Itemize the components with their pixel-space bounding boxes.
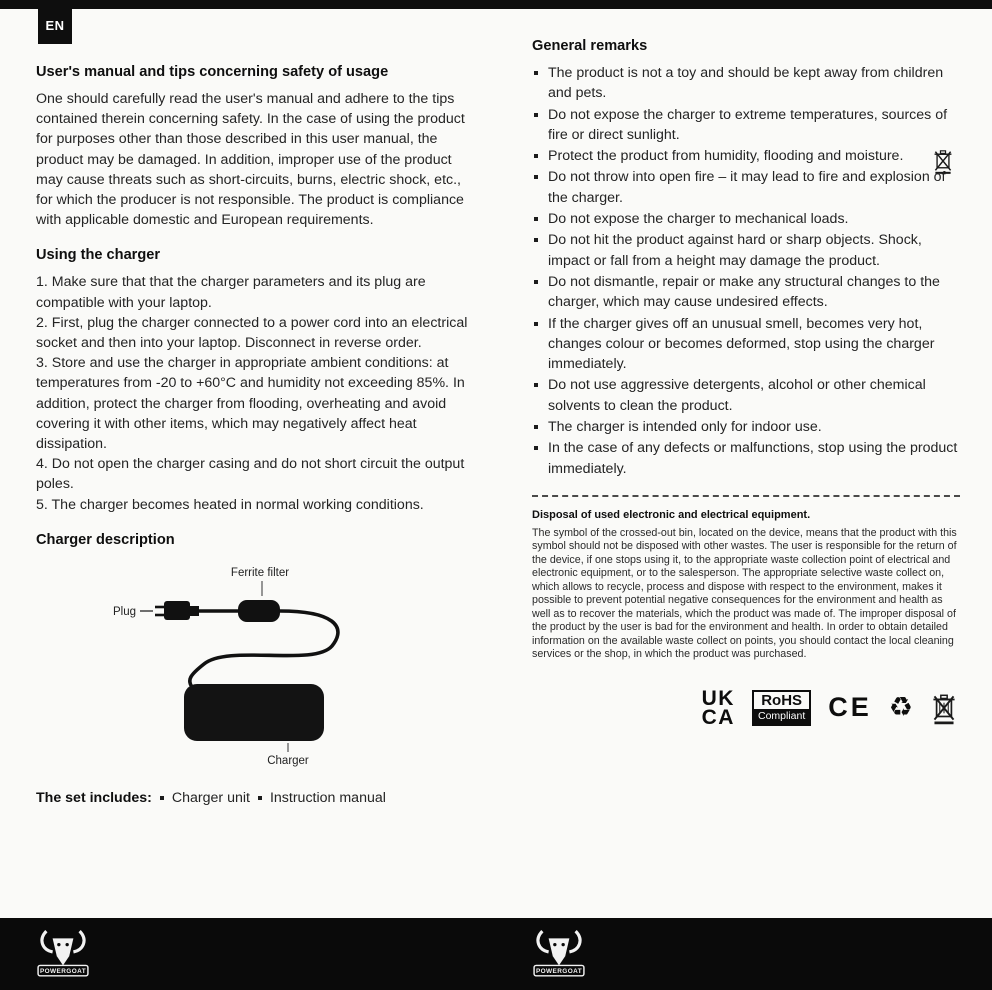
list-item: 3. Store and use the charger in appropriate ambient conditions: at temperatures from -20 to +60°C and humidity not exceeding 85%. In addition, protect the charger from flooding, overheating and avoid covering it with other items, which may negatively affect heat dissipation. [36,355,465,453]
ferrite-filter-icon [238,600,280,622]
list-item: Protect the product from humidity, flooding and moisture. [532,146,960,166]
plug-label: Plug [112,605,136,618]
list-item: Do not dismantle, repair or make any structural changes to the charger, which may cause undesired effects. [532,272,960,313]
list-item: The product is not a toy and should be kept away from children and pets. [532,63,960,104]
compliance-marks-row [532,686,960,729]
disposal-heading: Disposal of used electronic and electrical equipment. [532,508,811,521]
set-includes-row [36,790,468,806]
list-item: 1. Make sure that that the charger parameters and its plug are compatible with your laptop. [36,274,426,311]
right-column [532,38,960,727]
section-heading-using: Using the charger [36,247,161,264]
list-item: 4. Do not open the charger casing and do not short circuit the output poles. [36,456,465,493]
list-item: 5. The charger becomes heated in normal working conditions. [36,496,424,513]
plug-icon [155,601,199,620]
paragraph-safety: One should carefully read the user's manual and adhere to the tips contained therein concerning safety. In the case of using the product for purposes other than those described in this user manual, the product may be damaged. In addition, improper use of the product may cause threats such as short-circuits, burns, electric shock, etc., for which the producer is not responsible. The product is compliance with applicable domestic and European requirements. [36,91,465,229]
powergoat-logo [36,928,90,980]
top-border [0,0,992,9]
section-heading-safety: User's manual and tips concerning safety of usage [36,64,389,80]
rohs-mark: RoHS Compliant [752,690,811,726]
list-item: Do not use aggressive detergents, alcohol or other chemical solvents to clean the product. [532,375,960,416]
using-charger-list [36,272,468,514]
section-heading-description: Charger description [36,531,175,548]
section-heading-general: General remarks [532,38,648,54]
set-includes-label: The set includes: [36,789,152,806]
list-item: Do not throw into open fire – it may lead to fire and explosion of the charger. [532,167,960,208]
ferrite-filter-label: Ferrite filter [230,566,290,579]
ce-mark: CE [828,692,872,723]
recycle-icon: ♻ [888,692,913,723]
powergoat-wordmark: POWERGOAT [535,968,583,976]
charger-diagram [36,564,468,774]
general-remarks-list [532,63,960,479]
dashed-divider [532,495,960,497]
set-includes-item: Instruction manual [258,790,386,806]
powergoat-wordmark: POWERGOAT [39,968,87,976]
set-includes-item: Charger unit [160,790,250,806]
weee-bin-icon [930,690,958,726]
list-item: Do not expose the charger to mechanical loads. [532,209,960,229]
language-badge: EN [38,6,72,44]
powergoat-logo [532,928,586,980]
footer-bar [0,918,992,990]
disposal-text: The symbol of the crossed-out bin, located on the device, means that the product with this symbol should not be disposed with other wastes. The user is responsible for the return of the device, if one stops using it, to the appropriate waste collection point of electrical and electronic equipment, or to the salesperson. The appropriate selective waste collect on, which allows to recycle, process and dispose with respect to the environment, makes it possible to prevent potential negative consequences for the environment and health as well as to recover the materials, which the product was made of. The improper disposal of the product by the user is bad for the environment and health. In order to obtain detailed information on the available waste collect on points, you should contact the local cleaning services or the shop, in which the product was purchased. [532,526,957,661]
left-column [36,64,468,806]
charger-body-icon [184,684,324,741]
charger-label: Charger [267,754,309,767]
list-item: The charger is intended only for indoor use. [532,417,960,437]
list-item: Do not hit the product against hard or sharp objects. Shock, impact or fall from a height may damage the product. [532,230,960,271]
list-item: Do not expose the charger to extreme temperatures, sources of fire or direct sunlight. [532,105,960,146]
list-item: In the case of any defects or malfunctions, stop using the product immediately. [532,438,960,479]
list-item: If the charger gives off an unusual smell, becomes very hot, changes colour or becomes deformed, stop using the charger immediately. [532,314,960,375]
list-item: 2. First, plug the charger connected to a power cord into an electrical socket and then into your laptop. Disconnect in reverse order. [36,314,468,352]
ukca-mark: UK CA [701,686,735,729]
